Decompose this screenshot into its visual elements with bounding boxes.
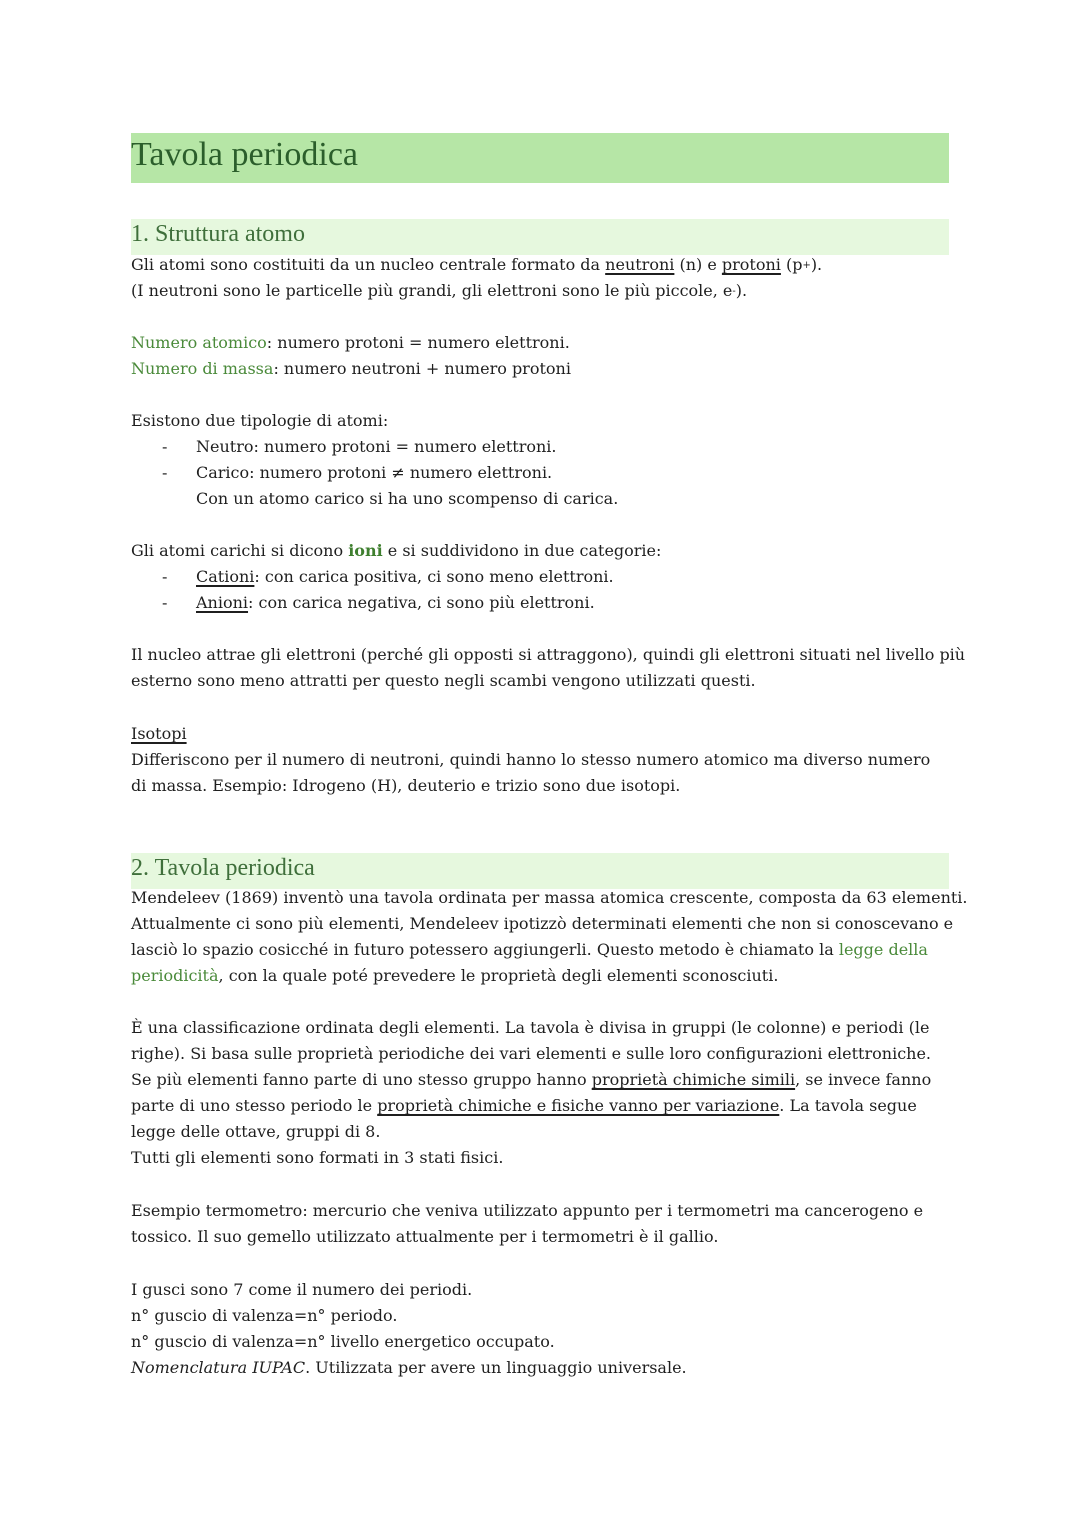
term-anioni: Anioni — [196, 593, 249, 612]
bullet-mark: - — [162, 437, 168, 456]
section-1-heading: 1. Struttura atomo — [131, 221, 305, 247]
list-item: Neutro: numero protoni = numero elettroni. — [196, 437, 557, 456]
list-item — [196, 564, 614, 590]
paragraph-line: Esempio termometro: mercurio che veniva utilizzato appunto per i termometri ma cancerogeno e — [131, 1201, 924, 1220]
text: ). — [810, 255, 823, 274]
text: (I neutroni sono le particelle più grandi, gli elettroni sono le più piccole, e — [131, 281, 733, 300]
paragraph-line — [131, 252, 822, 278]
text: (n) e — [674, 255, 722, 274]
paragraph-line: Attualmente ci sono più elementi, Mendeleev ipotizzò determinati elementi che non si conoscevano e — [131, 914, 954, 933]
paragraph-line: Differiscono per il numero di neutroni, quindi hanno lo stesso numero atomico ma diverso numero — [131, 750, 931, 769]
text: lasciò lo spazio cosicché in futuro potessero aggiungerli. Questo metodo è chiamato la — [131, 940, 839, 959]
paragraph-line: I gusci sono 7 come il numero dei periodi. — [131, 1280, 473, 1299]
superscript: - — [732, 286, 736, 298]
text: . La tavola segue — [779, 1096, 917, 1115]
subheading-isotopi: Isotopi — [131, 724, 187, 743]
paragraph-line — [131, 1355, 687, 1381]
list-item-continuation: Con un atomo carico si ha uno scompenso di carica. — [196, 489, 619, 508]
paragraph-line: n° guscio di valenza=n° livello energetico occupato. — [131, 1332, 555, 1351]
text: . Utilizzata per avere un linguaggio universale. — [305, 1358, 687, 1377]
term-cationi: Cationi — [196, 567, 255, 586]
section-2-heading: 2. Tavola periodica — [131, 855, 315, 881]
text: : numero neutroni + numero protoni — [273, 359, 571, 378]
paragraph-line: righe). Si basa sulle proprietà periodiche dei vari elementi e sulle loro configurazioni elettroniche. — [131, 1044, 932, 1063]
text: Gli atomi sono costituiti da un nucleo centrale formato da — [131, 255, 606, 274]
paragraph-line: esterno sono meno attratti per questo negli scambi vengono utilizzati questi. — [131, 671, 756, 690]
page-title: Tavola periodica — [131, 136, 359, 173]
term-proprieta-variazione: proprietà chimiche e fisiche vanno per variazione — [377, 1096, 780, 1115]
text: , se invece fanno — [795, 1070, 932, 1089]
bullet-mark: - — [162, 567, 168, 586]
term-numero-di-massa: Numero di massa — [131, 359, 274, 378]
text: Se più elementi fanno parte di uno stesso gruppo hanno — [131, 1070, 592, 1089]
list-item — [196, 590, 595, 616]
term-neutroni: neutroni — [605, 255, 675, 274]
term-numero-atomico: Numero atomico — [131, 333, 267, 352]
text: : con carica negativa, ci sono più elettroni. — [248, 593, 595, 612]
bullet-mark: - — [162, 463, 168, 482]
text: parte di uno stesso periodo le — [131, 1096, 378, 1115]
definition-line — [131, 356, 571, 382]
paragraph-line — [131, 1093, 917, 1119]
term-proprieta-simili: proprietà chimiche simili — [591, 1070, 796, 1089]
paragraph-line: di massa. Esempio: Idrogeno (H), deuterio e trizio sono due isotopi. — [131, 776, 681, 795]
paragraph-line — [131, 278, 747, 304]
text: ). — [735, 281, 748, 300]
text: : numero protoni = numero elettroni. — [266, 333, 570, 352]
term-legge-periodicita: periodicità — [131, 966, 219, 985]
superscript: + — [802, 260, 811, 272]
paragraph-line: Il nucleo attrae gli elettroni (perché gli opposti si attraggono), quindi gli elettroni situati nel livello più — [131, 645, 966, 664]
paragraph-line: legge delle ottave, gruppi di 8. — [131, 1122, 381, 1141]
paragraph-line — [131, 1067, 931, 1093]
paragraph-line: È una classificazione ordinata degli elementi. La tavola è divisa in gruppi (le colonne) e periodi (le — [131, 1018, 930, 1037]
text: , con la quale poté prevedere le proprietà degli elementi sconosciuti. — [218, 966, 779, 985]
paragraph-line: Tutti gli elementi sono formati in 3 stati fisici. — [131, 1148, 504, 1167]
paragraph-line: tossico. Il suo gemello utilizzato attualmente per i termometri è il gallio. — [131, 1227, 719, 1246]
term-ioni: ioni — [348, 541, 383, 560]
paragraph-line: Mendeleev (1869) inventò una tavola ordinata per massa atomica crescente, composta da 63 elementi. — [131, 888, 968, 907]
paragraph-line — [131, 937, 928, 963]
paragraph-line — [131, 963, 778, 989]
term-nomenclatura-iupac: Nomenclatura IUPAC — [131, 1358, 306, 1377]
list-item: Carico: numero protoni ≠ numero elettroni. — [196, 463, 553, 482]
term-protoni: protoni — [721, 255, 781, 274]
term-legge-periodicita: legge della — [838, 940, 928, 959]
paragraph-line: n° guscio di valenza=n° periodo. — [131, 1306, 398, 1325]
text: Gli atomi carichi si dicono — [131, 541, 349, 560]
definition-line — [131, 330, 570, 356]
text: : con carica positiva, ci sono meno elettroni. — [254, 567, 614, 586]
text: e si suddividono in due categorie: — [382, 541, 662, 560]
text: (p — [780, 255, 803, 274]
paragraph-line: Esistono due tipologie di atomi: — [131, 411, 389, 430]
paragraph-line — [131, 538, 661, 564]
bullet-mark: - — [162, 593, 168, 612]
